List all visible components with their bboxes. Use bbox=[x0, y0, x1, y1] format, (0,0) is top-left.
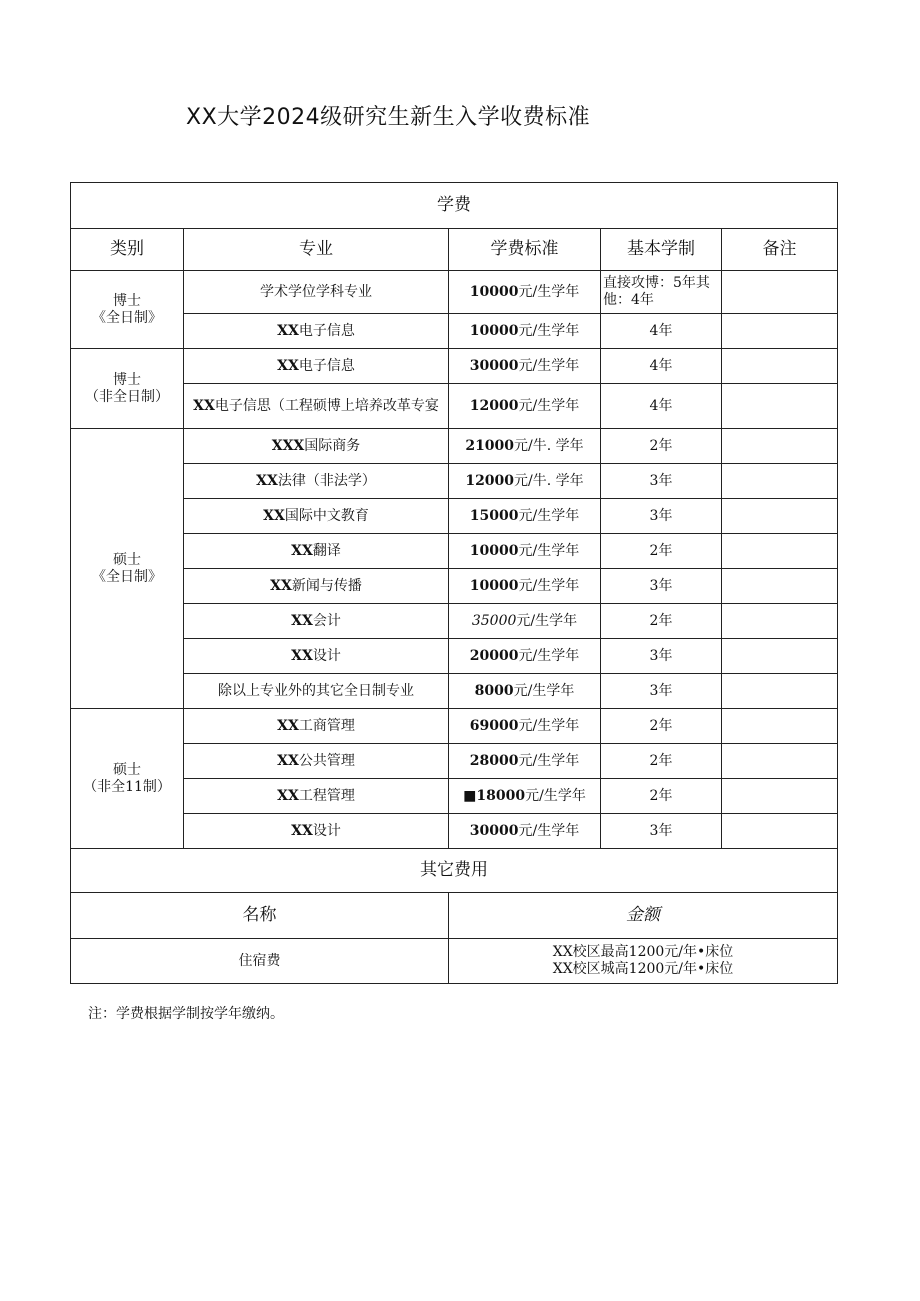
major-cell bbox=[184, 814, 449, 849]
header-category: 类别 bbox=[71, 229, 184, 271]
duration-cell: 2年 bbox=[601, 709, 722, 744]
fee-cell bbox=[449, 499, 601, 534]
major-cell bbox=[184, 569, 449, 604]
fee-amount: ■18000 bbox=[463, 787, 526, 804]
remark-cell bbox=[722, 674, 838, 709]
major-prefix: XX bbox=[291, 822, 313, 839]
category-line: 硕士 bbox=[113, 551, 141, 568]
major-name: 电子信息 bbox=[298, 357, 355, 374]
header-amount: 金额 bbox=[449, 893, 838, 939]
fee-amount-cell bbox=[449, 939, 838, 984]
remark-cell bbox=[722, 709, 838, 744]
duration-cell: 3年 bbox=[601, 814, 722, 849]
table-row bbox=[71, 709, 838, 744]
major-prefix: XX bbox=[263, 507, 285, 524]
fee-unit: 元/生学年 bbox=[518, 322, 580, 339]
header-fee: 学费标准 bbox=[449, 229, 601, 271]
category-line: （非全日制） bbox=[85, 388, 169, 405]
remark-cell bbox=[722, 534, 838, 569]
major-name: 设计 bbox=[312, 647, 341, 664]
fee-amount: 21000 bbox=[465, 437, 515, 454]
remark-cell bbox=[722, 744, 838, 779]
major-cell bbox=[184, 639, 449, 674]
fee-amount: 12000 bbox=[465, 472, 515, 489]
major-prefix: XX bbox=[277, 357, 299, 374]
header-remark: 备注 bbox=[722, 229, 838, 271]
major-cell bbox=[184, 429, 449, 464]
fee-cell bbox=[449, 349, 601, 384]
remark-cell bbox=[722, 499, 838, 534]
major-cell bbox=[184, 464, 449, 499]
remark-cell bbox=[722, 604, 838, 639]
category-line: （非全11制） bbox=[83, 778, 171, 795]
table-row bbox=[71, 429, 838, 464]
fee-amount: 10000 bbox=[469, 577, 519, 594]
fee-unit: 元/生学年 bbox=[518, 647, 580, 664]
duration-cell: 2年 bbox=[601, 779, 722, 814]
amount-line: XX校区最高1200元/年•床位 bbox=[552, 944, 734, 960]
category-cell bbox=[71, 271, 184, 349]
category-line: 《全日制》 bbox=[92, 309, 162, 326]
major-cell bbox=[184, 604, 449, 639]
major-name: 法律（非法学） bbox=[277, 472, 376, 489]
amount-line: XX校区城高1200元/年•床位 bbox=[552, 961, 734, 977]
fee-unit: 元/生学年 bbox=[518, 283, 580, 300]
category-line: 《全日制》 bbox=[92, 568, 162, 585]
fee-unit: 元/生学年 bbox=[518, 397, 580, 414]
major-prefix: XX bbox=[277, 322, 299, 339]
fee-cell bbox=[449, 569, 601, 604]
duration-cell: 4年 bbox=[601, 384, 722, 429]
remark-cell bbox=[722, 384, 838, 429]
table-row bbox=[71, 779, 838, 814]
category-cell bbox=[71, 349, 184, 429]
fee-cell bbox=[449, 429, 601, 464]
major-name: 公共管理 bbox=[298, 752, 355, 769]
major-prefix: XX bbox=[277, 752, 299, 769]
fee-amount: 35000 bbox=[471, 612, 517, 629]
major-name: 国际商务 bbox=[304, 437, 361, 454]
table-row bbox=[71, 499, 838, 534]
major-prefix: XX bbox=[277, 717, 299, 734]
major-cell bbox=[184, 779, 449, 814]
major-cell bbox=[184, 534, 449, 569]
major-prefix: XX bbox=[291, 542, 313, 559]
major-cell bbox=[184, 709, 449, 744]
major-cell bbox=[184, 674, 449, 709]
fee-name-cell: 住宿费 bbox=[71, 939, 449, 984]
page-title: XX大学2024级研究生新生入学收费标准 bbox=[186, 105, 591, 130]
fee-unit: 元/牛. 学年 bbox=[514, 472, 584, 489]
other-section-title: 其它费用 bbox=[71, 849, 838, 893]
fee-amount: 28000 bbox=[469, 752, 519, 769]
major-name: 新闻与传播 bbox=[291, 577, 362, 594]
table-header-row bbox=[71, 229, 838, 271]
fee-unit: 元/牛. 学年 bbox=[514, 437, 584, 454]
major-name: 电子信思（工程硕博上培养改革专宴 bbox=[214, 397, 439, 414]
duration-cell: 2年 bbox=[601, 604, 722, 639]
table-row bbox=[71, 349, 838, 384]
duration-cell: 4年 bbox=[601, 314, 722, 349]
table-row bbox=[71, 271, 838, 314]
major-name: 工商管理 bbox=[298, 717, 355, 734]
major-prefix: XX bbox=[291, 647, 313, 664]
fee-unit: 元/生学年 bbox=[525, 787, 586, 804]
major-name: 除以上专业外的其它全日制专业 bbox=[218, 682, 414, 699]
duration-cell: 3年 bbox=[601, 499, 722, 534]
duration-cell: 直接攻博：5年其他：4年 bbox=[601, 271, 722, 314]
tuition-section-title: 学费 bbox=[71, 183, 838, 229]
fee-cell bbox=[449, 744, 601, 779]
fee-cell bbox=[449, 604, 601, 639]
remark-cell bbox=[722, 779, 838, 814]
duration-cell: 3年 bbox=[601, 569, 722, 604]
fee-unit: 元/生学年 bbox=[513, 682, 575, 699]
fee-cell bbox=[449, 674, 601, 709]
remark-cell bbox=[722, 464, 838, 499]
fee-amount: 30000 bbox=[469, 822, 519, 839]
category-cell bbox=[71, 429, 184, 709]
major-name: 电子信息 bbox=[298, 322, 355, 339]
duration-cell: 3年 bbox=[601, 639, 722, 674]
header-duration: 基本学制 bbox=[601, 229, 722, 271]
fee-cell bbox=[449, 314, 601, 349]
fee-unit: 元/生学年 bbox=[518, 577, 580, 594]
table-row bbox=[71, 534, 838, 569]
fee-cell bbox=[449, 779, 601, 814]
table-row bbox=[71, 604, 838, 639]
major-cell bbox=[184, 349, 449, 384]
fee-cell bbox=[449, 709, 601, 744]
table-row bbox=[71, 464, 838, 499]
major-cell bbox=[184, 271, 449, 314]
duration-cell: 3年 bbox=[601, 674, 722, 709]
fee-amount: 30000 bbox=[469, 357, 519, 374]
remark-cell bbox=[722, 814, 838, 849]
fee-amount: 8000 bbox=[474, 682, 514, 699]
fee-cell bbox=[449, 814, 601, 849]
fee-cell bbox=[449, 534, 601, 569]
table-row bbox=[71, 569, 838, 604]
table-row bbox=[71, 744, 838, 779]
major-name: 翻译 bbox=[312, 542, 341, 559]
fee-unit: 元/生学年 bbox=[516, 612, 578, 629]
fee-cell bbox=[449, 271, 601, 314]
fee-amount: 12000 bbox=[469, 397, 519, 414]
fee-cell bbox=[449, 639, 601, 674]
major-name: 工程管理 bbox=[298, 787, 355, 804]
major-name: 国际中文教育 bbox=[284, 507, 369, 524]
fee-unit: 元/生学年 bbox=[518, 542, 580, 559]
table-row bbox=[71, 639, 838, 674]
header-major: 专业 bbox=[184, 229, 449, 271]
duration-cell: 4年 bbox=[601, 349, 722, 384]
fee-unit: 元/生学年 bbox=[518, 507, 580, 524]
fee-amount: 69000 bbox=[469, 717, 519, 734]
fee-amount: 10000 bbox=[469, 283, 519, 300]
major-name: 设计 bbox=[312, 822, 341, 839]
category-cell bbox=[71, 709, 184, 849]
major-prefix: XX bbox=[256, 472, 278, 489]
major-prefix: XXX bbox=[271, 437, 305, 454]
fee-unit: 元/生学年 bbox=[518, 717, 580, 734]
remark-cell bbox=[722, 569, 838, 604]
category-line: 博士 bbox=[113, 292, 141, 309]
fee-amount: 15000 bbox=[469, 507, 519, 524]
major-prefix: XX bbox=[193, 397, 215, 414]
fee-table bbox=[70, 182, 838, 984]
fee-unit: 元/生学年 bbox=[518, 822, 580, 839]
category-line: 博士 bbox=[113, 371, 141, 388]
major-prefix: XX bbox=[277, 787, 299, 804]
remark-cell bbox=[722, 639, 838, 674]
header-name: 名称 bbox=[71, 893, 449, 939]
tuition-section-row bbox=[71, 183, 838, 229]
table-row bbox=[71, 384, 838, 429]
fee-amount: 20000 bbox=[469, 647, 519, 664]
duration-cell: 3年 bbox=[601, 464, 722, 499]
other-section-row bbox=[71, 849, 838, 893]
remark-cell bbox=[722, 429, 838, 464]
fee-cell bbox=[449, 384, 601, 429]
duration-cell: 2年 bbox=[601, 429, 722, 464]
fee-unit: 元/生学年 bbox=[518, 752, 580, 769]
footnote: 注：学费根据学制按学年缴纳。 bbox=[88, 1006, 284, 1022]
fee-cell bbox=[449, 464, 601, 499]
major-cell bbox=[184, 314, 449, 349]
major-cell bbox=[184, 384, 449, 429]
table-row bbox=[71, 314, 838, 349]
major-prefix: XX bbox=[270, 577, 292, 594]
table-row bbox=[71, 814, 838, 849]
duration-cell: 2年 bbox=[601, 744, 722, 779]
table-row bbox=[71, 939, 838, 984]
remark-cell bbox=[722, 314, 838, 349]
fee-unit: 元/生学年 bbox=[518, 357, 580, 374]
major-name: 会计 bbox=[312, 612, 341, 629]
remark-cell bbox=[722, 349, 838, 384]
major-cell bbox=[184, 744, 449, 779]
major-prefix: XX bbox=[291, 612, 313, 629]
fee-amount: 10000 bbox=[469, 322, 519, 339]
table-row bbox=[71, 674, 838, 709]
other-header-row bbox=[71, 893, 838, 939]
major-name: 学术学位学科专业 bbox=[260, 283, 372, 300]
duration-cell: 2年 bbox=[601, 534, 722, 569]
major-cell bbox=[184, 499, 449, 534]
category-line: 硕士 bbox=[113, 761, 141, 778]
fee-amount: 10000 bbox=[469, 542, 519, 559]
remark-cell bbox=[722, 271, 838, 314]
